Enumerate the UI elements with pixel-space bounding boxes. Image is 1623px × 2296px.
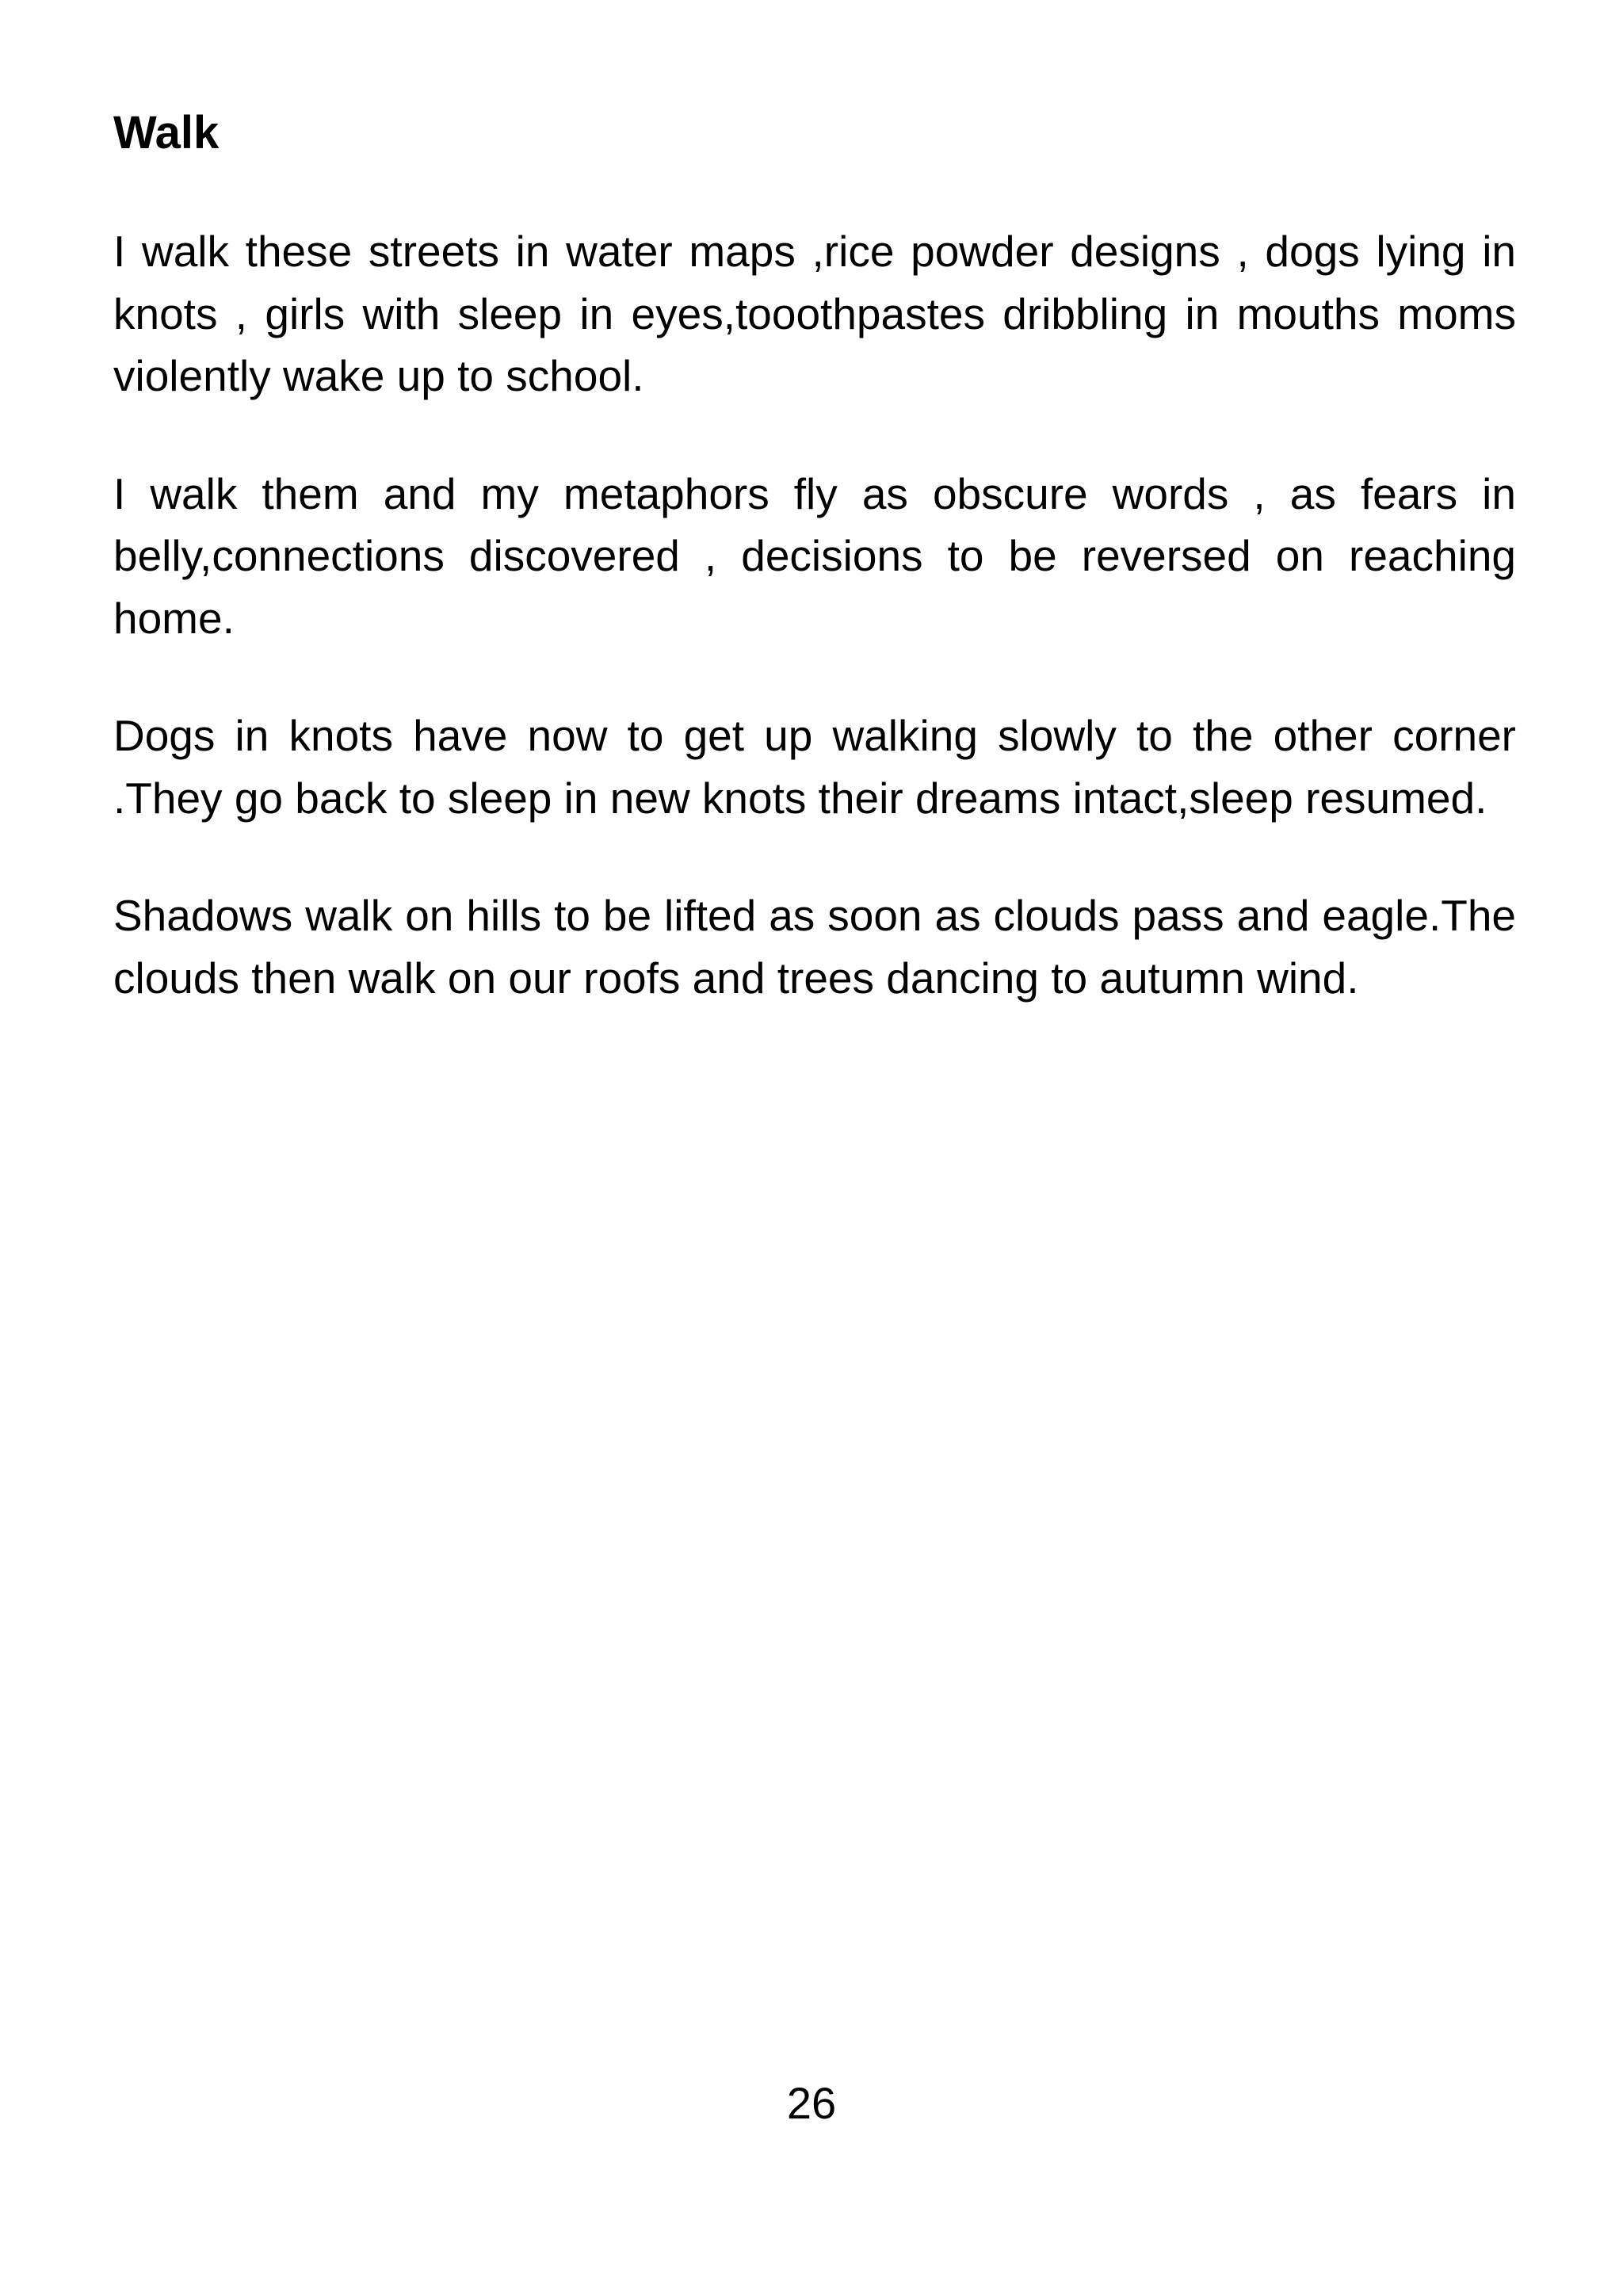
page-number: 26 — [786, 2078, 837, 2128]
poem-title: Walk — [113, 107, 220, 159]
paragraph-1: I walk these streets in water maps ,rice powder designs , dogs lying in knots , girls with sleep in eyes,tooothpastes dribbling in mouths moms violently wake up to school. — [113, 227, 1516, 400]
paragraph-4: Shadows walk on hills to be lifted as soon as clouds pass and eagle.The clouds then walk on our roofs and trees dancing to autumn wind. — [113, 891, 1516, 1003]
paragraph-3: Dogs in knots have now to get up walking slowly to the other corner .They go back to sleep in new knots their dreams intact,sleep resumed. — [113, 711, 1516, 823]
paragraph-2: I walk them and my metaphors fly as obscure words , as fears in belly,connections discovered , decisions to be reversed on reaching home. — [113, 468, 1516, 643]
page-content — [113, 101, 1516, 1009]
